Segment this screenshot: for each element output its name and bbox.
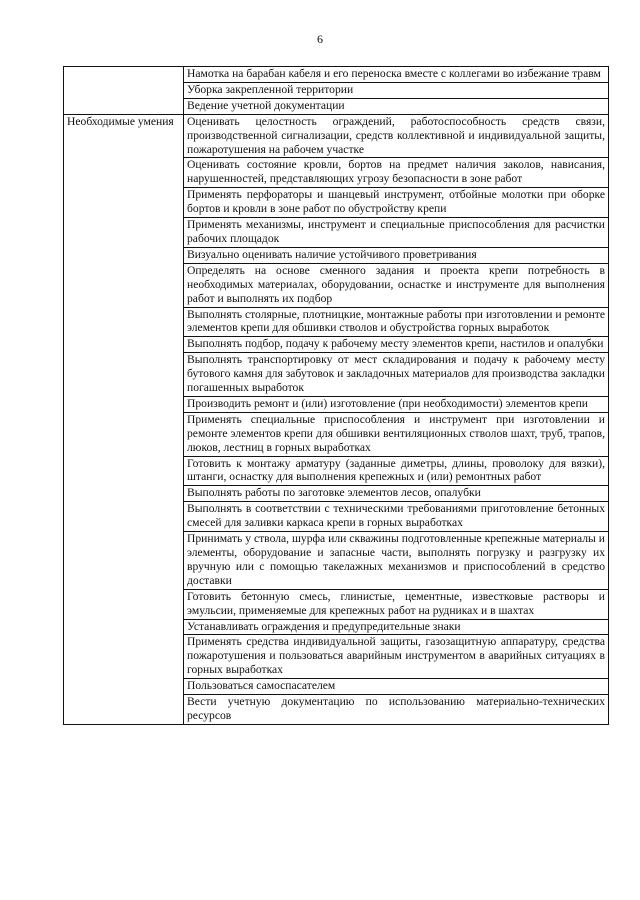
table-cell: Выполнять подбор, подачу к рабочему месту элементов крепи, настилов и опалубки [184,337,609,353]
table-cell: Пользоваться самоспасателем [184,679,609,695]
table-cell: Выполнять транспортировку от мест складирования и подачу к рабочему месту бутового камня для забутовок и закладочных материалов для производства закладки погашенных выработок [184,353,609,397]
table-cell: Применять перфораторы и шанцевый инструмент, отбойные молотки при оборке бортов и кровли в зоне работ по обустройству крепи [184,188,609,218]
table-cell: Применять средства индивидуальной защиты, газозащитную аппаратуру, средства пожаротушения и пользоваться аварийным инструментом в аварийных ситуациях в горных выработках [184,635,609,679]
table-cell: Визуально оценивать наличие устойчивого проветривания [184,247,609,263]
table-row [64,114,609,158]
table-cell: Определять на основе сменного задания и проекта крепи потребность в необходимых материалах, оборудовании, оснастке и инструменте для выполнения работ и выполнять их подбор [184,263,609,307]
table-cell: Выполнять в соответствии с техническими требованиями приготовление бетонных смесей для заливки каркаса крепи в горных выработках [184,502,609,532]
page-number: 6 [317,32,323,46]
table-cell: Применять механизмы, инструмент и специальные приспособления для расчистки рабочих площадок [184,218,609,248]
table-cell: Оценивать целостность ограждений, работоспособность средств связи, производственной сигнализации, средств коллективной и индивидуальной защиты, пожаротушения на рабочем участке [184,114,609,158]
table-cell: Намотка на барабан кабеля и его переноска вместе с коллегами во избежание травм [184,67,609,83]
table-cell: Производить ремонт и (или) изготовление (при необходимости) элементов крепи [184,396,609,412]
table-cell: Вести учетную документацию по использованию материально-технических ресурсов [184,695,609,725]
requirements-table [63,66,609,725]
table-cell: Уборка закрепленной территории [184,82,609,98]
table-cell: Ведение учетной документации [184,98,609,114]
table-cell: Выполнять столярные, плотницкие, монтажные работы при изготовлении и ремонте элементов крепи для обшивки стволов и обустройства горных выработок [184,307,609,337]
label-cell-empty [64,67,184,115]
table-cell: Выполнять работы по заготовке элементов лесов, опалубки [184,486,609,502]
table-cell: Готовить к монтажу арматуру (заданные диметры, длины, проволоку для вязки), штанги, оснастку для выполнения крепежных и (или) ремонтных работ [184,456,609,486]
table-cell: Принимать у ствола, шурфа или скважины подготовленные крепежные материалы и элементы, оборудование и запасные части, выполнять погрузку и разгрузку их вручную или с помощью такелажных механизмов и приспособлений в средство доставки [184,532,609,590]
section-label: Необходимые умения [64,114,184,724]
table-cell: Устанавливать ограждения и предупредительные знаки [184,619,609,635]
table-cell: Готовить бетонную смесь, глинистые, цементные, известковые растворы и эмульсии, применяемые для крепежных работ на рудниках и в шахтах [184,589,609,619]
table-cell: Применять специальные приспособления и инструмент при изготовлении и ремонте элементов крепи для обшивки вентиляционных стволов шахт, труб, трапов, люков, лестниц в горных выработках [184,412,609,456]
table-row [64,67,609,83]
table-cell: Оценивать состояние кровли, бортов на предмет наличия заколов, нависания, нарушенностей, представляющих угрозу безопасности в зоне работ [184,158,609,188]
